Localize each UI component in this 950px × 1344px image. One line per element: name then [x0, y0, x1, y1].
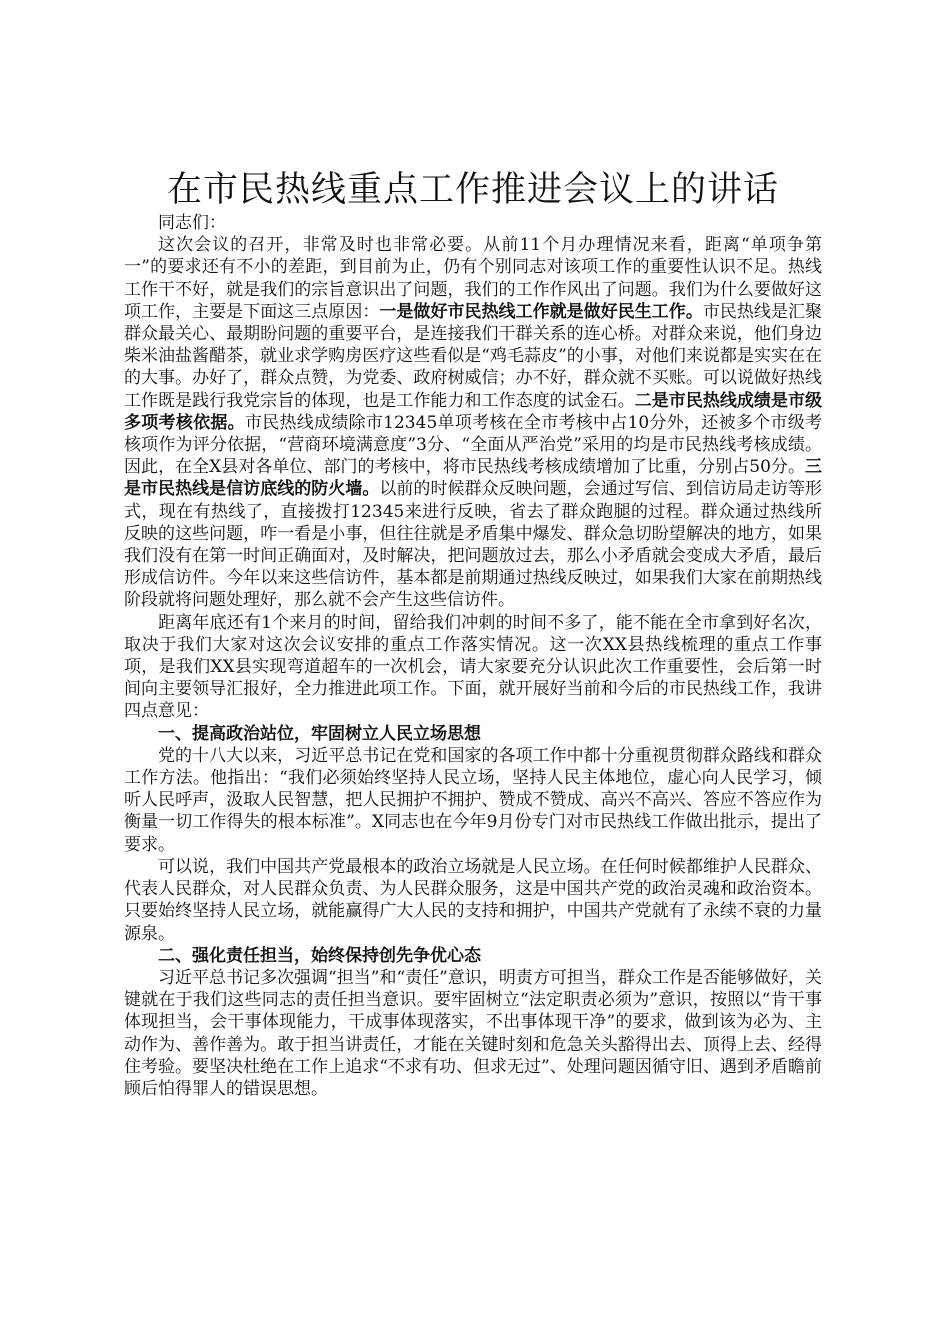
section-heading-2: 二、强化责任担当，始终保持创先争优心态	[158, 945, 481, 966]
paragraph-1-text-d: 以前的时候群众反映问题，会通过写信、到信访局走访等形式，现在有热线了，直接拨打12345来进行反映，省去了群众跑腿的过程。群众通过热线所反映的这些问题，咋一看是小事，但往往就是矛盾集中爆发、群众急切盼望解决的地方，如果我们没有在第一时间正确面对，及时解决，把问题放过去，那么小矛盾就会变成大矛盾，最后形成信访件。今年以来这些信访件，基本都是前期通过热线反映过，如果我们大家在前期热线阶段就将问题处理好，那么就不会产生这些信访件。	[124, 479, 822, 611]
paragraph-2: 距离年底还有1个来月的时间，留给我们冲刺的时间不多了，能不能在全市拿到好名次，取决于我们大家对这次会议安排的重点工作落实情况。这一次XX县热线梳理的重点工作事项，是我们XX县实现弯道超车的一次机会，请大家要充分认识此次工作重要性，会后第一时间向主要领导汇报好，全力推进此项工作。下面，就开展好当前和今后的市民热线工作，我讲四点意见：	[124, 612, 822, 722]
paragraph-1-text-b: 市民热线是汇聚群众最关心、最期盼问题的重要平台，是连接我们干群关系的连心桥。对群众来说，他们身边柴米油盐酱醋茶，就业求学购房医疗这些看似是“鸡毛蒜皮”的小事，对他们来说都是实实在在的大事。办好了，群众点赞，为党委、政府树威信；办不好，群众就不买账。可以说做好热线工作既是践行我党宗旨的体现，也是工作能力和工作态度的试金石。	[124, 301, 823, 411]
document-page	[124, 168, 822, 1100]
paragraph-5: 习近平总书记多次强调“担当”和“责任”意识，明责方可担当，群众工作是否能够做好，关键就在于我们这些同志的责任担当意识。要牢固树立“法定职责必须为”意识，按照以“肯干事体现担当，会干事体现能力，干成事体现落实，不出事体现干净”的要求，做到该为必为、主动作为、善作善为。敢于担当讲责任，才能在关键时刻和危急关头豁得出去、顶得上去、经得住考验。要坚决杜绝在工作上追求“不求有功、但求无过”、处理问题因循守旧、遇到矛盾瞻前顾后怕得罪人的错误思想。	[124, 967, 822, 1099]
paragraph-1-bold-point-2: 二是市民热线成绩是市级多项考核依据。	[124, 390, 822, 433]
salutation: 同志们：	[158, 213, 226, 233]
document-title: 在市民热线重点工作推进会议上的讲话	[166, 170, 779, 210]
paragraph-4: 可以说，我们中国共产党最根本的政治立场就是人民立场。在任何时候都维护人民群众、代表人民群众，对人民群众负责、为人民群众服务，这是中国共产党的政治灵魂和政治资本。只要始终坚持人民立场，就能赢得广大人民的支持和拥护，中国共产党就有了永续不衰的力量源泉。	[124, 856, 822, 944]
paragraph-3: 党的十八大以来，习近平总书记在党和国家的各项工作中都十分重视贯彻群众路线和群众工作方法。他指出：“我们必须始终坚持人民立场，坚持人民主体地位，虚心向人民学习，倾听人民呼声，汲取人民智慧，把人民拥护不拥护、赞成不赞成、高兴不高兴、答应不答应作为衡量一切工作得失的根本标准”。X同志也在今年9月份专门对市民热线工作做出批示，提出了要求。	[124, 745, 822, 855]
section-heading-1: 一、提高政治站位，牢固树立人民立场思想	[158, 723, 481, 744]
paragraph-1-text-c: 市民热线成绩除市12345单项考核在全市考核中占10分外，还被多个市级考核项作为评分依据，“营商环境满意度”3分、“全面从严治党”采用的均是市民热线考核成绩。因此，在全X县对各单位、部门的考核中，将市民热线考核成绩增加了比重，分别占50分。	[124, 412, 822, 478]
paragraph-1	[124, 234, 822, 611]
paragraph-1-bold-point-3: 三是市民热线是信访底线的防火墙。	[124, 457, 822, 500]
paragraph-1-text-a: 这次会议的召开，非常及时也非常必要。从前11个月办理情况来看，距离“单项争第一”的要求还有不小的差距，到目前为止，仍有个别同志对该项工作的重要性认识不足。热线工作干不好，就是我们的宗旨意识出了问题，我们的工作作风出了问题。我们为什么要做好这项工作，主要是下面这三点原因：	[124, 235, 822, 322]
paragraph-1-bold-point-1: 一是做好市民热线工作就是做好民生工作。	[379, 301, 703, 322]
